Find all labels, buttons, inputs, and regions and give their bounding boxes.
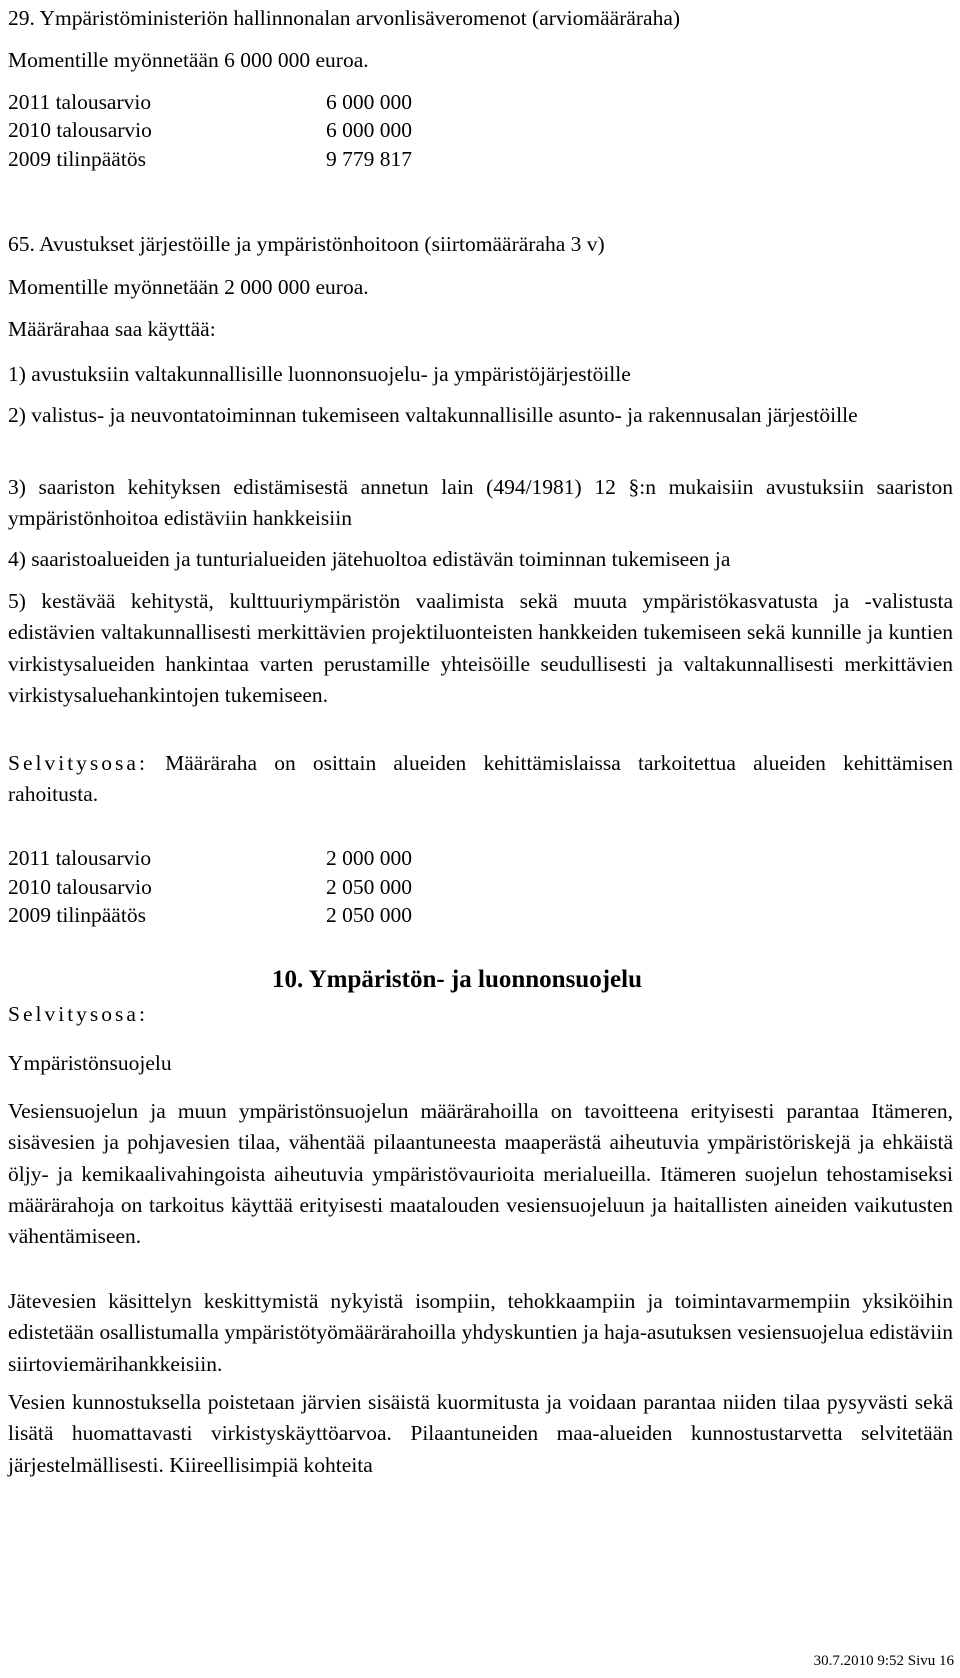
budget-value: 2 050 000 bbox=[326, 875, 412, 899]
section-65-title: 65. Avustukset järjestöille ja ympäristönhoitoon (siirtomääräraha 3 v) bbox=[8, 232, 605, 256]
usage-item-2: 2) valistus- ja neuvontatoiminnan tukemiseen valtakunnallisille asunto- ja rakennusalan järjestöille bbox=[8, 403, 858, 427]
explanation-label: Selvitysosa: bbox=[8, 751, 148, 775]
budget-value: 6 000 000 bbox=[326, 90, 412, 114]
chapter-10-subheading: Ympäristönsuojelu bbox=[8, 1051, 172, 1075]
budget-label: 2010 talousarvio bbox=[8, 118, 152, 142]
budget-value: 2 000 000 bbox=[326, 846, 412, 870]
chapter-10-paragraph-2: Jätevesien käsittelyn keskittymistä nykyistä isompiin, tehokkaampiin ja toimintavarmempiin yksiköihin edistetään osallistumalla ympäristötyömäärärahoilla yhdyskuntien ja haja-asutuksen vesiensuojelua edistäviin siirtoviemärihankkeisiin. bbox=[8, 1289, 953, 1376]
budget-label: 2011 talousarvio bbox=[8, 90, 152, 114]
usage-item-1: 1) avustuksiin valtakunnallisille luonnonsuojelu- ja ympäristöjärjestöille bbox=[8, 362, 631, 386]
page-footer: 30.7.2010 9:52 Sivu 16 bbox=[813, 1653, 954, 1669]
budget-value: 6 000 000 bbox=[326, 118, 412, 142]
budget-row bbox=[8, 116, 412, 144]
budget-row bbox=[8, 145, 412, 173]
budget-value: 9 779 817 bbox=[326, 147, 412, 171]
explanation-text: Määräraha on osittain alueiden kehittämislaissa tarkoitettua alueiden kehittämisen rahoitusta. bbox=[8, 751, 953, 807]
budget-label: 2009 tilinpäätös bbox=[8, 147, 146, 171]
usage-item-4: 4) saaristoalueiden ja tunturialueiden jätehuoltoa edistävän toiminnan tukemiseen ja bbox=[8, 547, 731, 571]
chapter-10-paragraph-3: Vesien kunnostuksella poistetaan järvien sisäistä kuormitusta ja voidaan parantaa niiden tilaa pysyvästi sekä lisätä huomattavasti virkistyskäyttöarvoa. Pilaantuneiden maa-alueiden kunnostustarvetta selvitetään järjestelmällisesti. Kiireellisimpiä kohteita bbox=[8, 1390, 953, 1477]
budget-label: 2010 talousarvio bbox=[8, 875, 152, 899]
section-65-grant: Momentille myönnetään 2 000 000 euroa. bbox=[8, 275, 369, 299]
chapter-10-explanation-label: Selvitysosa: bbox=[8, 1002, 148, 1026]
budget-value: 2 050 000 bbox=[326, 903, 412, 927]
budget-row bbox=[8, 901, 412, 929]
budget-row bbox=[8, 844, 412, 872]
chapter-10-paragraph-1: Vesiensuojelun ja muun ympäristönsuojelun määrärahoilla on tavoitteena erityisesti parantaa Itämeren, sisävesien ja pohjavesien tilaa, vähentää pilaantuneesta maaperästä aiheutuvia ympäristöriskejä ja ehkäistä öljy- ja kemikaalivahingoista aiheutuvia ympäristövaurioita merialueilla. Itämeren suojelun tehostamiseksi määrärahoja on tarkoitus käyttää erityisesti maatalouden vesiensuojeluun ja haitallisten aineiden vaikutusten vähentämiseen. bbox=[8, 1099, 953, 1249]
usage-item-3: 3) saariston kehityksen edistämisestä annetun lain (494/1981) 12 §:n mukaisiin avustuksiin saariston ympäristönhoitoa edistäviin hankkeisiin bbox=[8, 475, 953, 531]
chapter-10-title: 10. Ympäristön- ja luonnonsuojelu bbox=[272, 966, 642, 993]
section-29-title: 29. Ympäristöministeriön hallinnonalan arvonlisäveromenot (arviomääräraha) bbox=[8, 6, 681, 30]
section-29-grant: Momentille myönnetään 6 000 000 euroa. bbox=[8, 48, 369, 72]
usage-item-5: 5) kestävää kehitystä, kulttuuriympäristön vaalimista sekä muuta ympäristökasvatusta ja -valistusta edistävien valtakunnallisesti merkittävien projektiluonteisten hankkeiden tukemiseen sekä kunnille ja kuntien virkistysalueiden hankintaa varten perustamille yhteisöille seudullisesti ja valtakunnallisesti merkittävien virkistysaluehankintojen tukemiseen. bbox=[8, 589, 953, 707]
section-65-explanation bbox=[8, 748, 953, 811]
budget-label: 2011 talousarvio bbox=[8, 846, 152, 870]
budget-label: 2009 tilinpäätös bbox=[8, 903, 146, 927]
usage-intro: Määrärahaa saa käyttää: bbox=[8, 317, 216, 341]
budget-row bbox=[8, 873, 412, 901]
budget-row bbox=[8, 88, 412, 116]
